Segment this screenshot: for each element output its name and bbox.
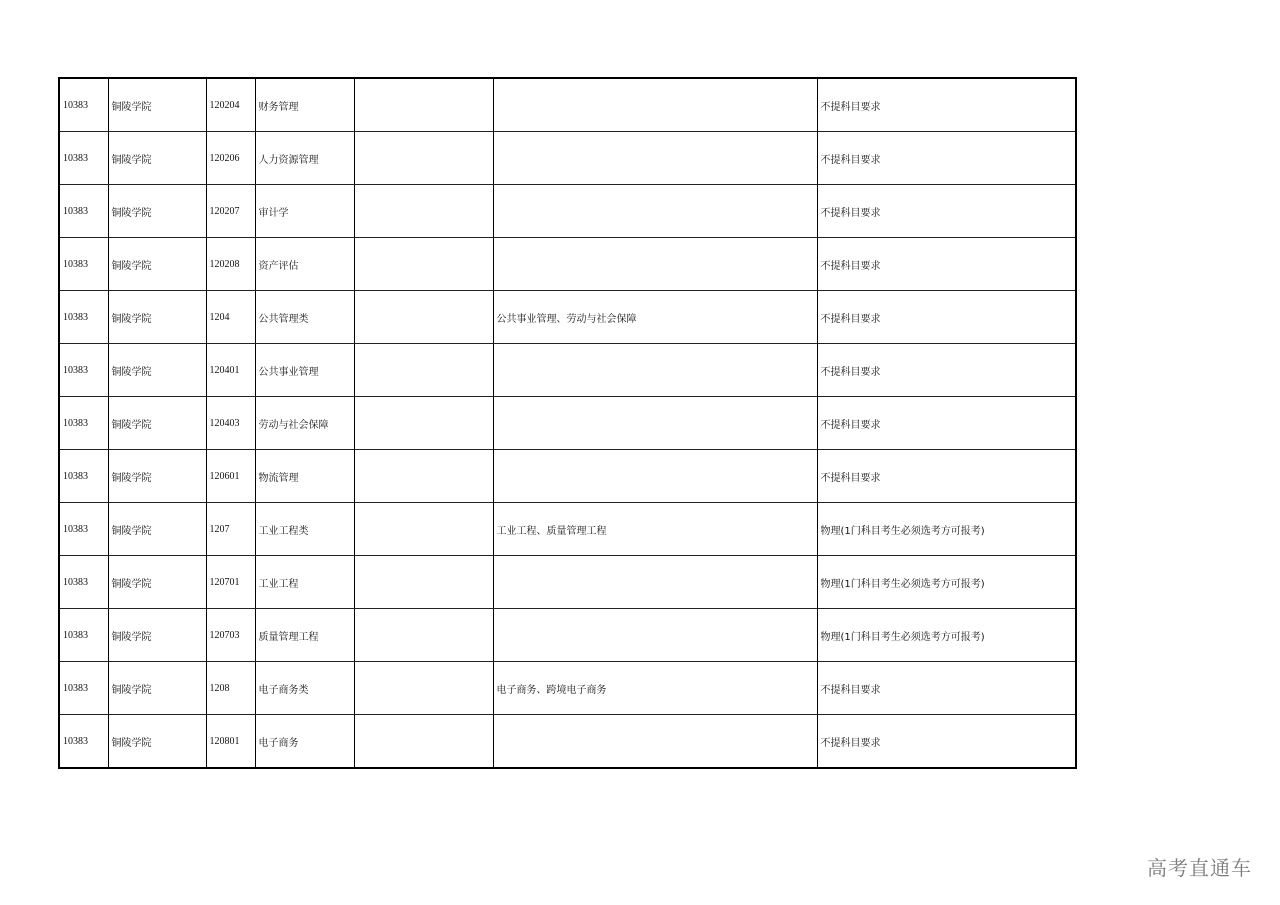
cell-major-name: 工业工程 [255,556,354,609]
cell-school-name: 铜陵学院 [108,662,206,715]
cell-blank [354,609,493,662]
cell-school-name: 铜陵学院 [108,344,206,397]
cell-included-majors [493,609,817,662]
cell-school-code: 10383 [59,344,108,397]
cell-school-code: 10383 [59,609,108,662]
cell-school-name: 铜陵学院 [108,450,206,503]
cell-blank [354,556,493,609]
cell-major-name: 电子商务类 [255,662,354,715]
cell-subject-requirement: 不提科目要求 [817,78,1076,132]
cell-school-name: 铜陵学院 [108,132,206,185]
cell-subject-requirement: 物理(1门科目考生必须选考方可报考) [817,609,1076,662]
cell-major-name: 财务管理 [255,78,354,132]
cell-included-majors [493,450,817,503]
cell-blank [354,503,493,556]
cell-subject-requirement: 不提科目要求 [817,450,1076,503]
cell-included-majors: 工业工程、质量管理工程 [493,503,817,556]
cell-school-name: 铜陵学院 [108,503,206,556]
cell-major-name: 公共管理类 [255,291,354,344]
cell-included-majors [493,132,817,185]
cell-school-code: 10383 [59,132,108,185]
cell-major-name: 公共事业管理 [255,344,354,397]
cell-school-code: 10383 [59,662,108,715]
table-row [59,344,1076,397]
cell-major-name: 工业工程类 [255,503,354,556]
cell-subject-requirement: 不提科目要求 [817,238,1076,291]
cell-blank [354,450,493,503]
cell-included-majors [493,238,817,291]
cell-school-code: 10383 [59,556,108,609]
cell-blank [354,78,493,132]
cell-school-name: 铜陵学院 [108,397,206,450]
cell-included-majors [493,556,817,609]
cell-included-majors [493,185,817,238]
cell-major-code: 120208 [206,238,255,291]
cell-major-code: 120701 [206,556,255,609]
major-requirements-table [58,77,1077,769]
cell-school-code: 10383 [59,291,108,344]
cell-blank [354,238,493,291]
cell-blank [354,397,493,450]
cell-subject-requirement: 不提科目要求 [817,344,1076,397]
cell-school-code: 10383 [59,450,108,503]
cell-major-code: 120206 [206,132,255,185]
cell-school-name: 铜陵学院 [108,291,206,344]
cell-major-name: 审计学 [255,185,354,238]
cell-included-majors [493,715,817,769]
cell-included-majors [493,78,817,132]
cell-major-name: 人力资源管理 [255,132,354,185]
cell-major-code: 1208 [206,662,255,715]
cell-major-name: 质量管理工程 [255,609,354,662]
cell-included-majors [493,344,817,397]
table-body [59,78,1076,768]
cell-school-name: 铜陵学院 [108,556,206,609]
cell-school-name: 铜陵学院 [108,609,206,662]
cell-blank [354,185,493,238]
cell-school-code: 10383 [59,715,108,769]
cell-major-name: 资产评估 [255,238,354,291]
table-row [59,132,1076,185]
cell-blank [354,662,493,715]
cell-included-majors: 公共事业管理、劳动与社会保障 [493,291,817,344]
cell-major-code: 120703 [206,609,255,662]
table-row [59,556,1076,609]
cell-blank [354,291,493,344]
cell-major-name: 劳动与社会保障 [255,397,354,450]
cell-subject-requirement: 不提科目要求 [817,397,1076,450]
cell-major-code: 1204 [206,291,255,344]
cell-school-name: 铜陵学院 [108,715,206,769]
table-row [59,238,1076,291]
cell-school-code: 10383 [59,238,108,291]
cell-school-code: 10383 [59,503,108,556]
cell-subject-requirement: 物理(1门科目考生必须选考方可报考) [817,503,1076,556]
cell-major-code: 120401 [206,344,255,397]
cell-blank [354,132,493,185]
cell-included-majors [493,397,817,450]
cell-subject-requirement: 不提科目要求 [817,715,1076,769]
cell-major-code: 120204 [206,78,255,132]
table-row [59,609,1076,662]
cell-major-code: 120207 [206,185,255,238]
cell-subject-requirement: 不提科目要求 [817,132,1076,185]
table-row [59,662,1076,715]
cell-included-majors: 电子商务、跨境电子商务 [493,662,817,715]
cell-subject-requirement: 不提科目要求 [817,185,1076,238]
cell-subject-requirement: 不提科目要求 [817,291,1076,344]
watermark-text: 高考直通车 [1147,856,1252,880]
table-row [59,185,1076,238]
cell-school-code: 10383 [59,397,108,450]
table-row [59,78,1076,132]
cell-blank [354,715,493,769]
table-row [59,291,1076,344]
table-row [59,503,1076,556]
cell-major-code: 120601 [206,450,255,503]
table-row [59,715,1076,769]
cell-major-code: 1207 [206,503,255,556]
table-row [59,450,1076,503]
cell-major-code: 120801 [206,715,255,769]
cell-school-name: 铜陵学院 [108,78,206,132]
cell-subject-requirement: 不提科目要求 [817,662,1076,715]
cell-school-code: 10383 [59,185,108,238]
cell-school-name: 铜陵学院 [108,238,206,291]
cell-blank [354,344,493,397]
table-row [59,397,1076,450]
cell-major-name: 物流管理 [255,450,354,503]
cell-subject-requirement: 物理(1门科目考生必须选考方可报考) [817,556,1076,609]
cell-major-name: 电子商务 [255,715,354,769]
cell-school-code: 10383 [59,78,108,132]
cell-school-name: 铜陵学院 [108,185,206,238]
cell-major-code: 120403 [206,397,255,450]
